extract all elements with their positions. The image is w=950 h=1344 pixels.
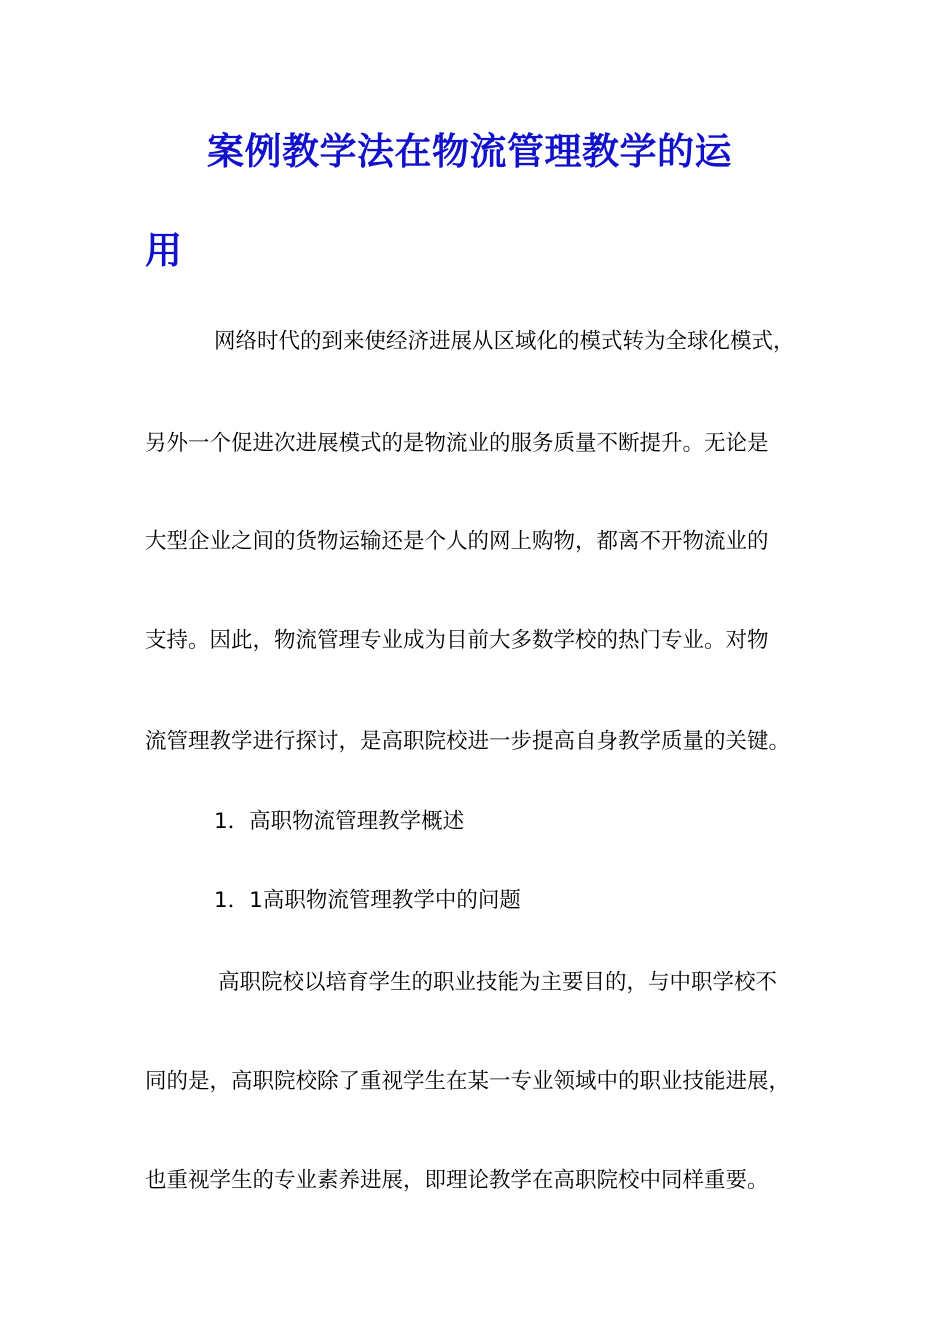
paragraph-2-line-1: 高职院校以培育学生的职业技能为主要目的，与中职学校不 (218, 970, 778, 995)
paragraph-2-line-2: 同的是，高职院校除了重视学生在某一专业领域中的职业技能进展， (145, 1069, 791, 1094)
document-title-line-2: 用 (145, 228, 182, 272)
document-title-line-1: 案例教学法在物流管理教学的运 (207, 129, 732, 173)
paragraph-1-line-1: 网络时代的到来使经济进展从区域化的模式转为全球化模式， (214, 329, 795, 354)
section-heading: 1．高职物流管理教学概述 (214, 809, 465, 834)
paragraph-1-line-2: 另外一个促进次进展模式的是物流业的服务质量不断提升。无论是 (145, 431, 769, 456)
paragraph-1-line-5: 流管理教学进行探讨，是高职院校进一步提高自身教学质量的关键。 (145, 729, 791, 754)
paragraph-1-line-3: 大型企业之间的货物运输还是个人的网上购物，都离不开物流业的 (145, 529, 769, 554)
subsection-heading: 1．1高职物流管理教学中的问题 (214, 888, 521, 913)
paragraph-1-line-4: 支持。因此，物流管理专业成为目前大多数学校的热门专业。对物 (145, 628, 769, 653)
paragraph-2-line-3: 也重视学生的专业素养进展，即理论教学在高职院校中同样重要。 (145, 1168, 769, 1193)
